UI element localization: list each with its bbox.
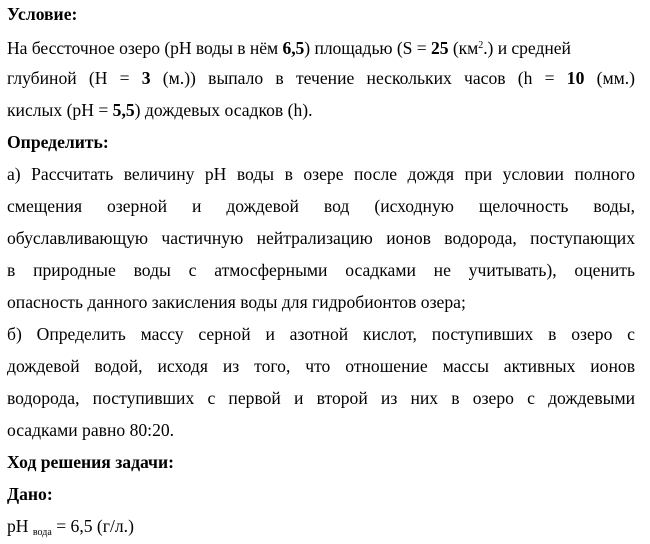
rain-ph-value: 5,5 — [112, 100, 135, 120]
given-item-ph: pH $_{вода}$ = 6,5 (г/л.) — [7, 516, 134, 538]
task-b-line-3: водорода, поступивших с первой и второй из них в озеро с дождевыми — [7, 388, 635, 408]
task-a-line-1: а) Рассчитать величину pH воды в озере после дождя при условии полного — [7, 164, 635, 184]
solution-heading: Ход решения задачи: — [7, 452, 174, 472]
condition-heading: Условие: — [7, 4, 78, 24]
task-a-line-2: смещения озерной и дождевой вод (исходную щелочность воды, — [7, 196, 635, 216]
task-a-line-4: в природные воды с атмосферными осадками не учитывать), оценить — [7, 260, 635, 280]
determine-heading: Определить: — [7, 132, 109, 152]
task-a-line-3: обуславливающую частичную нейтрализацию ионов водорода, поступающих — [7, 228, 635, 248]
given-heading: Дано: — [7, 484, 53, 504]
depth-value: 3 — [141, 68, 151, 88]
condition-line-2: глубиной (H = 3 (м.)) выпало в течение нескольких часов (h = 10 (мм.) — [7, 68, 635, 88]
area-value: 25 — [430, 38, 449, 58]
task-b-line-2: дождевой водой, исходя из того, что отношение массы активных ионов — [7, 356, 635, 376]
task-a-line-5: опасность данного закисления воды для гидробионтов озера; — [7, 292, 466, 312]
rain-height-value: 10 — [566, 68, 585, 88]
condition-line-3: кислых (pH = 5,5) дождевых осадков (h). — [7, 100, 313, 120]
task-b-line-4: осадками равно 80:20. — [7, 420, 175, 440]
condition-line-1: На бессточное озеро (pH воды в нём 6,5) площадью (S = 25 $(км^2.)$ и средней — [7, 38, 571, 58]
task-b-line-1: б) Определить массу серной и азотной кислот, поступивших в озеро с — [7, 324, 635, 344]
lake-ph-value: 6,5 — [282, 38, 305, 58]
